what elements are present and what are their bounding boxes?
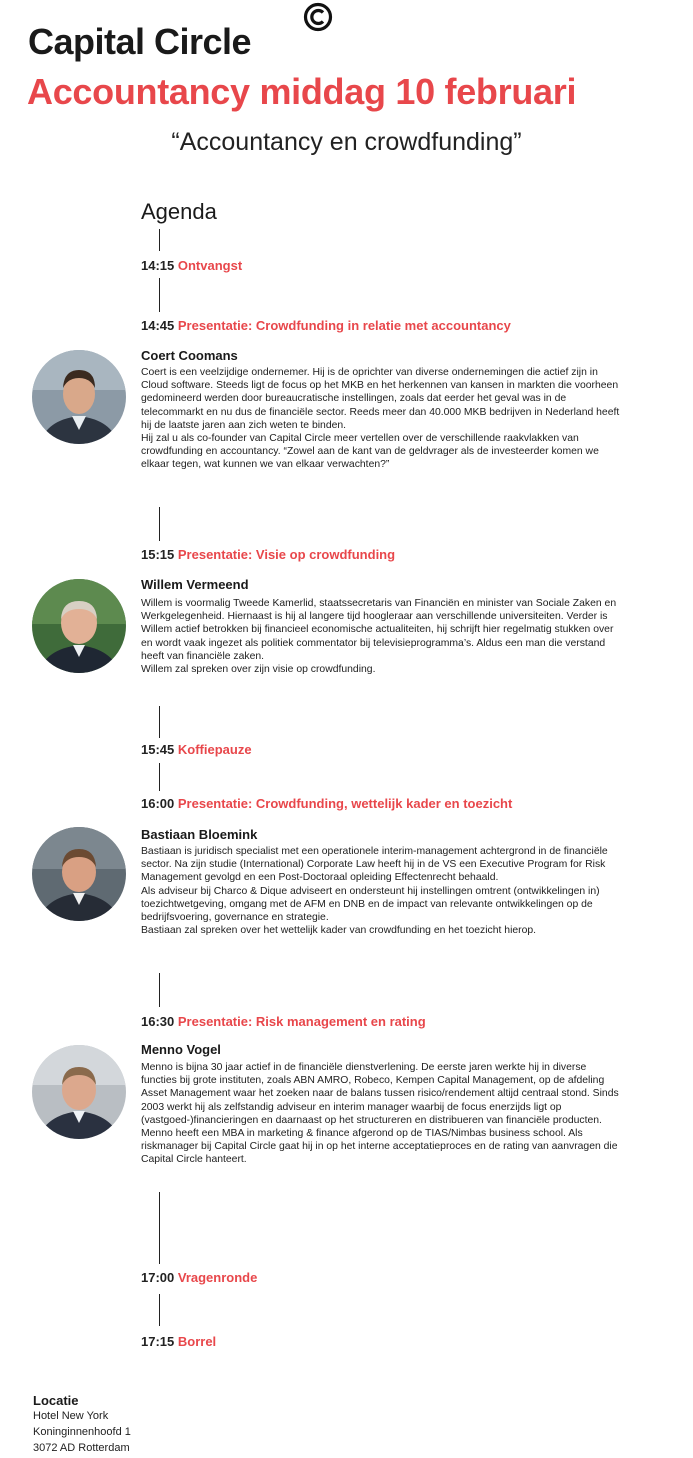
agenda-label: Presentatie: Risk management en rating xyxy=(177,1014,426,1029)
speaker-bio-paragraph: Bastiaan zal spreken over het wettelijk kader van crowdfunding en het toezicht hierop. xyxy=(141,925,537,937)
speaker-name: Menno Vogel xyxy=(141,1042,221,1057)
agenda-item xyxy=(141,1013,426,1031)
speaker-bio xyxy=(141,845,621,937)
agenda-time: 14:15 xyxy=(141,258,175,273)
location-street: Koninginnenhoofd 1 xyxy=(33,1426,131,1438)
agenda-item xyxy=(141,257,242,275)
speaker-photo xyxy=(32,1045,126,1139)
speaker-name: Willem Vermeend xyxy=(141,577,249,592)
timeline-connector xyxy=(159,706,160,738)
agenda-title: Agenda xyxy=(141,199,217,224)
agenda-label: Vragenronde xyxy=(177,1270,258,1285)
agenda-item xyxy=(141,795,512,813)
agenda-label: Ontvangst xyxy=(177,258,243,273)
speaker-bio-paragraph: Als adviseur bij Charco & Dique adviseert en ondersteunt hij instellingen omtrent (ontwikkelingen in) toezichtwetgeving, omgang met de AFM en DNB en de impact van relevante ontwikkelingen op de bedrijfsvoering, governance en strategie. xyxy=(141,885,600,924)
agenda-item xyxy=(141,317,511,335)
event-subtitle: “Accountancy en crowdfunding” xyxy=(171,128,522,156)
speaker-bio-paragraph: Coert is een veelzijdige ondernemer. Hij is de oprichter van diverse ondernemingen die actief zijn in Cloud software. Steeds ligt de focus op het MKB en het herkennen van kansen in markten die voorheen gedomineerd werden door bureaucratische instellingen, zoals dat eerder het geval was in de telecommarkt en nu dus de financiële sector. Reeds meer dan 40.000 MKB bedrijven in Nederland heeft hij de laatste jaren aan zich weten te binden. xyxy=(141,367,620,431)
agenda-label: Presentatie: Crowdfunding in relatie met accountancy xyxy=(177,318,511,333)
speaker-bio-paragraph: Menno heeft een MBA in marketing & finance afgerond op de TIAS/Nimbas business school. Als riskmanager bij Capital Circle gaat hij in op het interne acceptatieproces en de rating van aanvragen die Capital Circle hanteert. xyxy=(141,1128,618,1166)
location-venue: Hotel New York xyxy=(33,1410,109,1422)
speaker-bio-paragraph: Menno is bijna 30 jaar actief in de financiële dienstverlening. De eerste jaren werkte hij in diverse functies bij grote instituten, zoals ABN AMRO, Robeco, Kempen Capital Management, op de afdeling Asset Management waar het zoeken naar de balans tussen risico/rendement altijd centraal stond. Sinds 2003 werkt hij als zelfstandig adviseur en interim manager waarbij de focus enerzijds ligt op (vastgoed-)financieringen en daarnaast op het structureren en distribueren van financiële producten. xyxy=(141,1062,619,1126)
agenda-item xyxy=(141,741,252,759)
speaker-bio xyxy=(141,366,621,472)
event-headline: Accountancy middag 10 februari xyxy=(27,71,577,112)
agenda-time: 14:45 xyxy=(141,318,175,333)
agenda-time: 15:15 xyxy=(141,547,175,562)
speaker-photo xyxy=(32,579,126,673)
agenda-time: 17:00 xyxy=(141,1270,175,1285)
speaker-bio xyxy=(141,1061,621,1167)
agenda-label: Presentatie: Crowdfunding, wettelijk kader en toezicht xyxy=(177,796,513,811)
agenda-label: Koffiepauze xyxy=(177,742,252,757)
circle-c-logo-icon xyxy=(303,2,333,32)
timeline-connector xyxy=(159,229,160,251)
agenda-time: 16:30 xyxy=(141,1014,175,1029)
agenda-item xyxy=(141,546,395,564)
speaker-name: Coert Coomans xyxy=(141,348,238,363)
agenda-item xyxy=(141,1269,257,1287)
speaker-bio-paragraph: Willem zal spreken over zijn visie op crowdfunding. xyxy=(141,664,376,676)
speaker-name: Bastiaan Bloemink xyxy=(141,827,258,842)
location-city: 3072 AD Rotterdam xyxy=(33,1442,130,1454)
speaker-bio-paragraph: Hij zal u als co-founder van Capital Circle meer vertellen over de verschillende raakvlakken van crowdfunding en accountancy. “Zowel aan de kant van de geldvrager als de investeerder komen we elkaar tegen, wat kunnen we van elkaar verwachten?” xyxy=(141,433,599,471)
timeline-connector xyxy=(159,278,160,312)
agenda-item xyxy=(141,1333,216,1351)
timeline-connector xyxy=(159,763,160,791)
timeline-connector xyxy=(159,1294,160,1326)
timeline-connector xyxy=(159,1192,160,1264)
speaker-bio xyxy=(141,597,621,676)
agenda-time: 16:00 xyxy=(141,796,175,811)
timeline-connector xyxy=(159,507,160,541)
agenda-label: Borrel xyxy=(177,1334,217,1349)
agenda-time: 17:15 xyxy=(141,1334,175,1349)
agenda-label: Presentatie: Visie op crowdfunding xyxy=(177,547,396,562)
speaker-bio-paragraph: Willem is voormalig Tweede Kamerlid, staatssecretaris van Financiën en minister van Sociale Zaken en Werkgelegenheid. Hiernaast is hij al langere tijd hoogleraar aan verschillende universiteiten. Verder is Willem actief betrokken bij financieel economische actualiteiten, hij schrijft hier regelmatig stukken over en wordt vaak ingezet als politiek commentator bij televisieprogramma’s. Aldus een man die verstand heeft van financiële zaken. xyxy=(141,598,617,662)
timeline-connector xyxy=(159,973,160,1007)
speaker-photo xyxy=(32,350,126,444)
brand-title: Capital Circle xyxy=(28,21,252,62)
speaker-photo xyxy=(32,827,126,921)
location-title: Locatie xyxy=(33,1393,79,1408)
agenda-time: 15:45 xyxy=(141,742,175,757)
speaker-bio-paragraph: Bastiaan is juridisch specialist met een operationele interim-management achtergrond in de financiële sector. Na zijn studie (International) Corporate Law heeft hij in de VS een Executive Program for Risk Management gevolgd en een Post-Doctoraal opleiding Effectenrecht behaald. xyxy=(141,846,608,884)
